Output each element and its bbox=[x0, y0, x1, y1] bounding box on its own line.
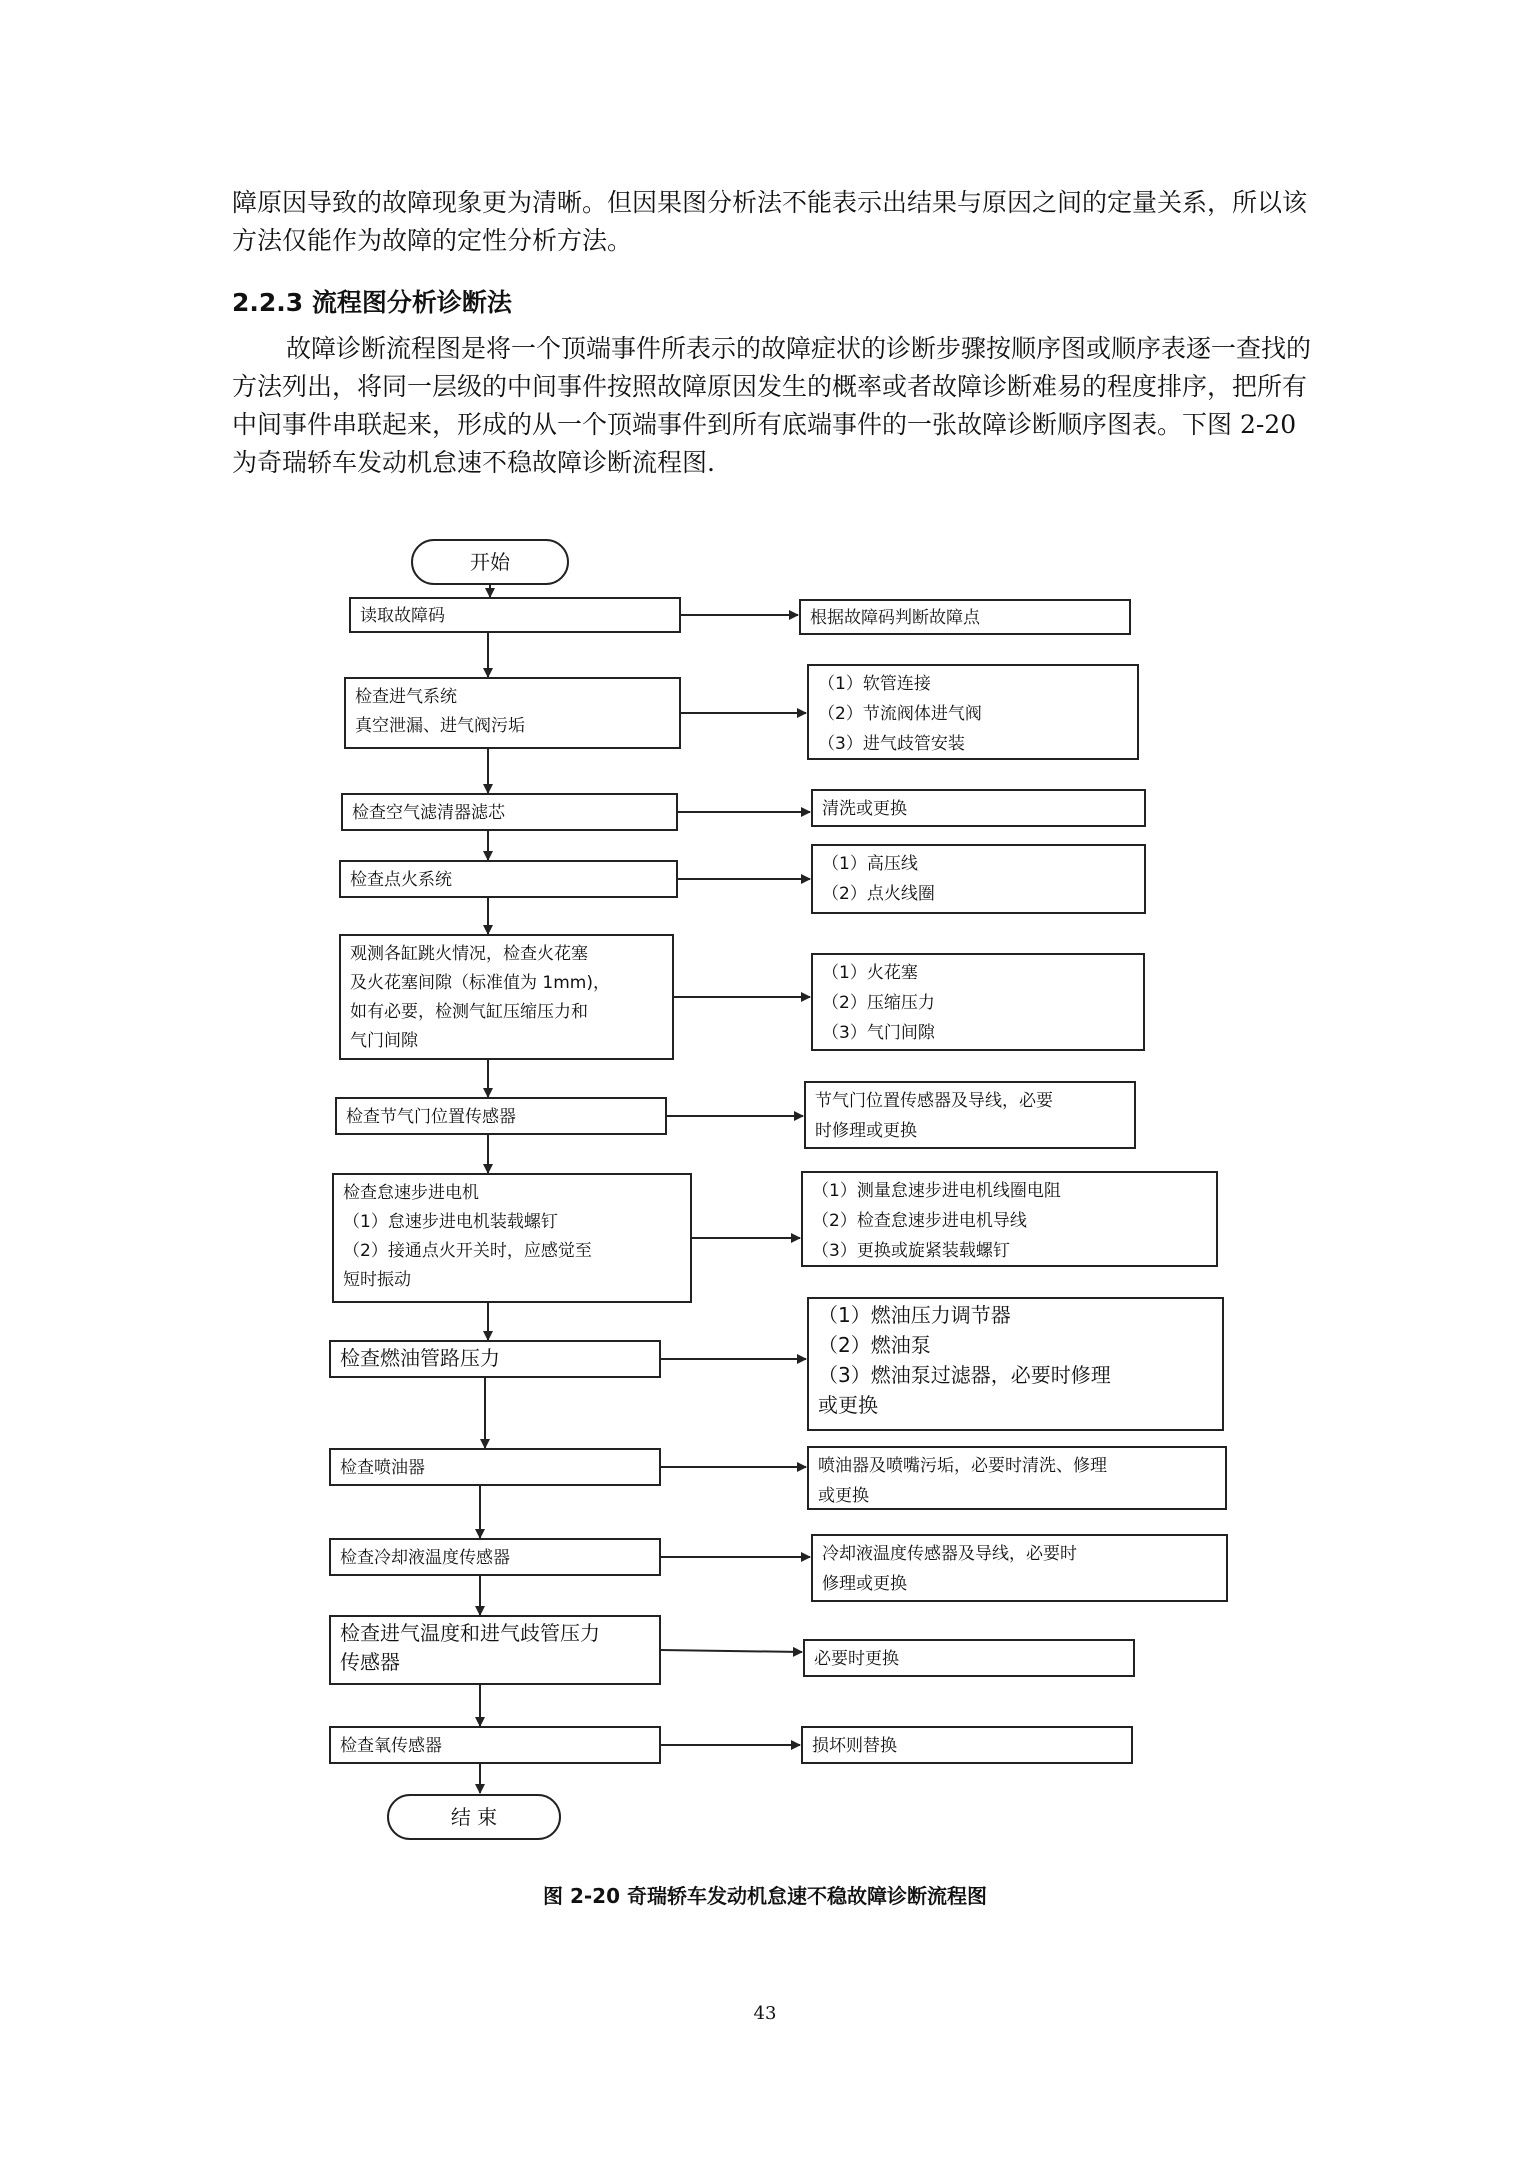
result-6-text-line-2: 时修理或更换 bbox=[815, 1121, 917, 1141]
step-7-text-line-3: （2）接通点火开关时，应感觉至 bbox=[343, 1241, 592, 1261]
result-11-text-line-1: 必要时更换 bbox=[814, 1649, 899, 1669]
result-5-text-line-2: （2）压缩压力 bbox=[822, 993, 935, 1013]
step-11-text-line-2: 传感器 bbox=[340, 1650, 400, 1674]
step-1-text-line-1: 读取故障码 bbox=[360, 606, 445, 626]
step-2-text-line-1: 检查进气系统 bbox=[355, 687, 457, 707]
result-10-text-line-2: 修理或更换 bbox=[822, 1574, 907, 1594]
result-8-text-line-1: （1）燃油压力调节器 bbox=[818, 1303, 1011, 1327]
result-7-text-line-3: （3）更换或旋紧装载螺钉 bbox=[812, 1241, 1010, 1261]
result-3-text-line-1: 清洗或更换 bbox=[822, 799, 907, 819]
step-2-text-line-2: 真空泄漏、进气阀污垢 bbox=[355, 716, 525, 736]
result-2-text-line-1: （1）软管连接 bbox=[818, 674, 931, 694]
result-1-text-line-1: 根据故障码判断故障点 bbox=[810, 608, 980, 628]
result-8-text-line-2: （2）燃油泵 bbox=[818, 1333, 931, 1357]
page-number: 43 bbox=[753, 2003, 777, 2024]
step-5-text-line-1: 观测各缸跳火情况，检查火花塞 bbox=[350, 944, 588, 964]
step-7-text-line-4: 短时振动 bbox=[343, 1270, 411, 1290]
step-4-text-line-1: 检查点火系统 bbox=[350, 870, 452, 890]
result-7-text-line-1: （1）测量怠速步进电机线圈电阻 bbox=[812, 1181, 1061, 1201]
paragraph-intro: 障原因导致的故障现象更为清晰。但因果图分析法不能表示出结果与原因之间的定量关系，所以该方法仅能作为故障的定性分析方法。 bbox=[232, 188, 1308, 255]
result-4-text-line-2: （2）点火线圈 bbox=[822, 884, 935, 904]
step-5-text-line-3: 如有必要，检测气缸压缩压力和 bbox=[350, 1002, 588, 1022]
step-9-text-line-1: 检查喷油器 bbox=[340, 1458, 425, 1478]
step-7-text-line-1: 检查怠速步进电机 bbox=[343, 1183, 479, 1203]
step-6-text-line-1: 检查节气门位置传感器 bbox=[346, 1107, 516, 1127]
result-2-text-line-2: （2）节流阀体进气阀 bbox=[818, 704, 982, 724]
result-8-text-line-3: （3）燃油泵过滤器，必要时修理 bbox=[818, 1363, 1111, 1387]
step-3-text-line-1: 检查空气滤清器滤芯 bbox=[352, 803, 505, 823]
start-label: 开始 bbox=[470, 550, 510, 574]
step-5-text-line-2: 及火花塞间隙（标准值为 1mm)， bbox=[350, 973, 610, 993]
section-heading: 2.2.3 流程图分析诊断法 bbox=[232, 288, 512, 317]
step-5-text-line-4: 气门间隙 bbox=[350, 1031, 418, 1051]
result-5-text-line-1: （1）火花塞 bbox=[822, 963, 918, 983]
result-6-text-line-1: 节气门位置传感器及导线，必要 bbox=[815, 1091, 1053, 1111]
paragraph-flowchart-description: 故障诊断流程图是将一个顶端事件所表示的故障症状的诊断步骤按顺序图或顺序表逐一查找的方法列出，将同一层级的中间事件按照故障原因发生的概率或者故障诊断难易的程度排序，把所有中间事件串联起来，形成的从一个顶端事件到所有底端事件的一张故障诊断顺序图表。下图 2-20 为奇瑞轿车发动机怠速不稳故障诊断流程图. bbox=[232, 334, 1312, 477]
step-11-text-line-1: 检查进气温度和进气歧管压力 bbox=[340, 1621, 600, 1645]
result-2-text-line-3: （3）进气歧管安装 bbox=[818, 734, 965, 754]
step-7-text-line-2: （1）怠速步进电机装载螺钉 bbox=[343, 1212, 558, 1232]
step-8-text-line-1: 检查燃油管路压力 bbox=[340, 1346, 500, 1370]
result-4-text-line-1: （1）高压线 bbox=[822, 854, 918, 874]
arrow-step-11-to-result bbox=[660, 1650, 802, 1652]
result-9-text-line-2: 或更换 bbox=[818, 1486, 869, 1506]
result-8-text-line-4: 或更换 bbox=[818, 1393, 878, 1417]
result-7-text-line-2: （2）检查怠速步进电机导线 bbox=[812, 1211, 1027, 1231]
step-10-text-line-1: 检查冷却液温度传感器 bbox=[340, 1548, 510, 1568]
end-label: 结 束 bbox=[450, 1805, 498, 1829]
figure-caption: 图 2-20 奇瑞轿车发动机怠速不稳故障诊断流程图 bbox=[543, 1884, 987, 1908]
step-12-text-line-1: 检查氧传感器 bbox=[340, 1736, 442, 1756]
result-12-text-line-1: 损坏则替换 bbox=[812, 1736, 897, 1756]
result-9-text-line-1: 喷油器及喷嘴污垢，必要时清洗、修理 bbox=[818, 1456, 1107, 1476]
result-5-text-line-3: （3）气门间隙 bbox=[822, 1023, 935, 1043]
result-10-text-line-1: 冷却液温度传感器及导线，必要时 bbox=[822, 1544, 1077, 1564]
